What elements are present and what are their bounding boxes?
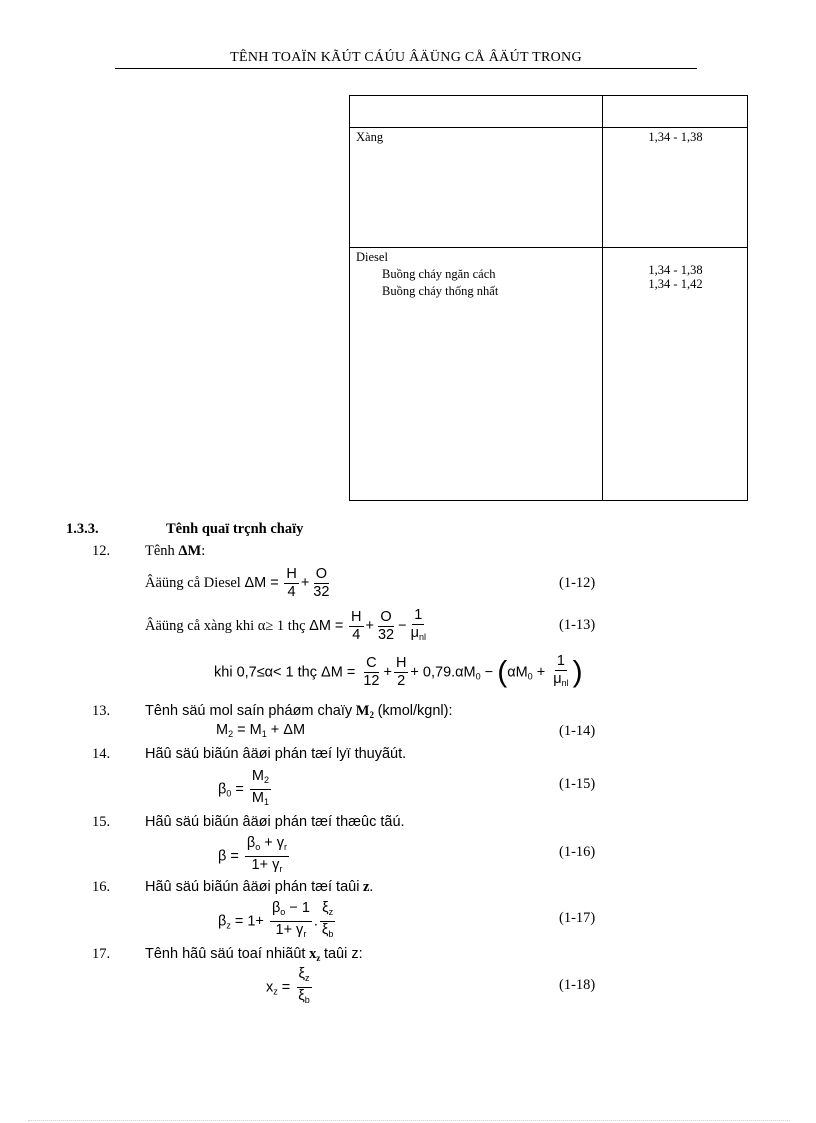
section-number: 1.3.3. bbox=[66, 521, 99, 537]
table-cell-label: Diesel bbox=[356, 250, 388, 264]
equation-ref: (1-14) bbox=[559, 723, 596, 739]
item-text: Hãû säú biãún âäøi phán tæí lyï thuyãút. bbox=[145, 746, 407, 762]
equation-ref: (1-13) bbox=[559, 617, 596, 633]
table-column-divider bbox=[602, 96, 603, 500]
table-cell-label: Xàng bbox=[356, 130, 384, 144]
equation-ref: (1-15) bbox=[559, 776, 596, 792]
equation-1-18: $x_z$ = $\frac{\xi_z}{\xi_b}$ bbox=[266, 966, 310, 1005]
table-cell-value: 1,34 - 1,42 bbox=[648, 277, 703, 291]
table-row-divider bbox=[350, 127, 747, 128]
equation-ref: (1-16) bbox=[559, 844, 596, 860]
table-row-divider bbox=[350, 247, 747, 248]
polytropic-index-table bbox=[349, 95, 748, 501]
equation-1-13: Âäüng cå xàng khi α≥ 1 thç ΔM = $\frac{H}{4}$ + $\frac{O}{32}$ − $\frac{1}{\mu_{nl}}$ bbox=[145, 607, 426, 643]
equation-1-13-lean: khi 0,7≤α< 1 thç ΔM = $\frac{C}{12}$ + $\frac{H}{2}$ + $0,79.\alpha M_0 - (\alpha M_0$ + $\frac{1}{\mu_{nl}}$ ) bbox=[214, 653, 583, 689]
item-number: 16. bbox=[92, 879, 111, 895]
table-cell-value: 1,34 - 1,38 bbox=[648, 130, 703, 144]
equation-1-12: Âäüng cå Diesel ΔM = $\frac{H}{4}$ + $\frac{O}{32}$ bbox=[145, 566, 330, 600]
item-text: Tênh hãû säú toaí nhiãût $x_z$ taûi z: bbox=[145, 946, 363, 963]
equation-1-16: β = $\frac{\beta_o + \gamma_r}{1+ \gamma_r}$ bbox=[218, 835, 288, 874]
table-cell-sublabel: Buồng cháy thống nhất bbox=[382, 284, 499, 298]
item-text: Hãû säú biãún âäøi phán tæí thæûc tãú. bbox=[145, 814, 405, 830]
equation-1-14: $M_2 = M_1 + \Delta M$ bbox=[216, 722, 306, 739]
equation-ref: (1-18) bbox=[559, 977, 596, 993]
table-cell-sublabel: Buồng cháy ngăn cách bbox=[382, 267, 496, 281]
section-title: Tênh quaï trçnh chaïy bbox=[166, 521, 304, 537]
equation-1-17: $\beta_z = 1+$ $\frac{\beta_o - 1}{1+ \gamma_r}$ . $\frac{\xi_z}{\xi_b}$ bbox=[218, 900, 334, 939]
item-text: Tênh ΔM: bbox=[145, 543, 206, 559]
equation-1-15: $\beta_0$ = $\frac{M_2}{M_1}$ bbox=[218, 768, 269, 807]
equation-ref: (1-12) bbox=[559, 575, 596, 591]
item-number: 15. bbox=[92, 814, 111, 830]
equation-ref: (1-17) bbox=[559, 910, 596, 926]
item-number: 14. bbox=[92, 746, 111, 762]
item-number: 12. bbox=[92, 543, 111, 559]
table-cell-value: 1,34 - 1,38 bbox=[648, 263, 703, 277]
page-header-title: TÊNH TOAÏN KÃÚT CÁÚU ÂÄÜNG CÅ ÂÄÚT TRONG bbox=[230, 50, 582, 65]
item-number: 13. bbox=[92, 703, 111, 719]
page-bottom-rule bbox=[28, 1120, 790, 1121]
item-text: Tênh säú mol saín pháøm chaïy $M_2$ (kmol/kgnl): bbox=[145, 703, 453, 720]
item-number: 17. bbox=[92, 946, 111, 962]
header-rule bbox=[115, 68, 697, 69]
item-text: Hãû säú biãún âäøi phán tæí taûi z. bbox=[145, 879, 374, 895]
